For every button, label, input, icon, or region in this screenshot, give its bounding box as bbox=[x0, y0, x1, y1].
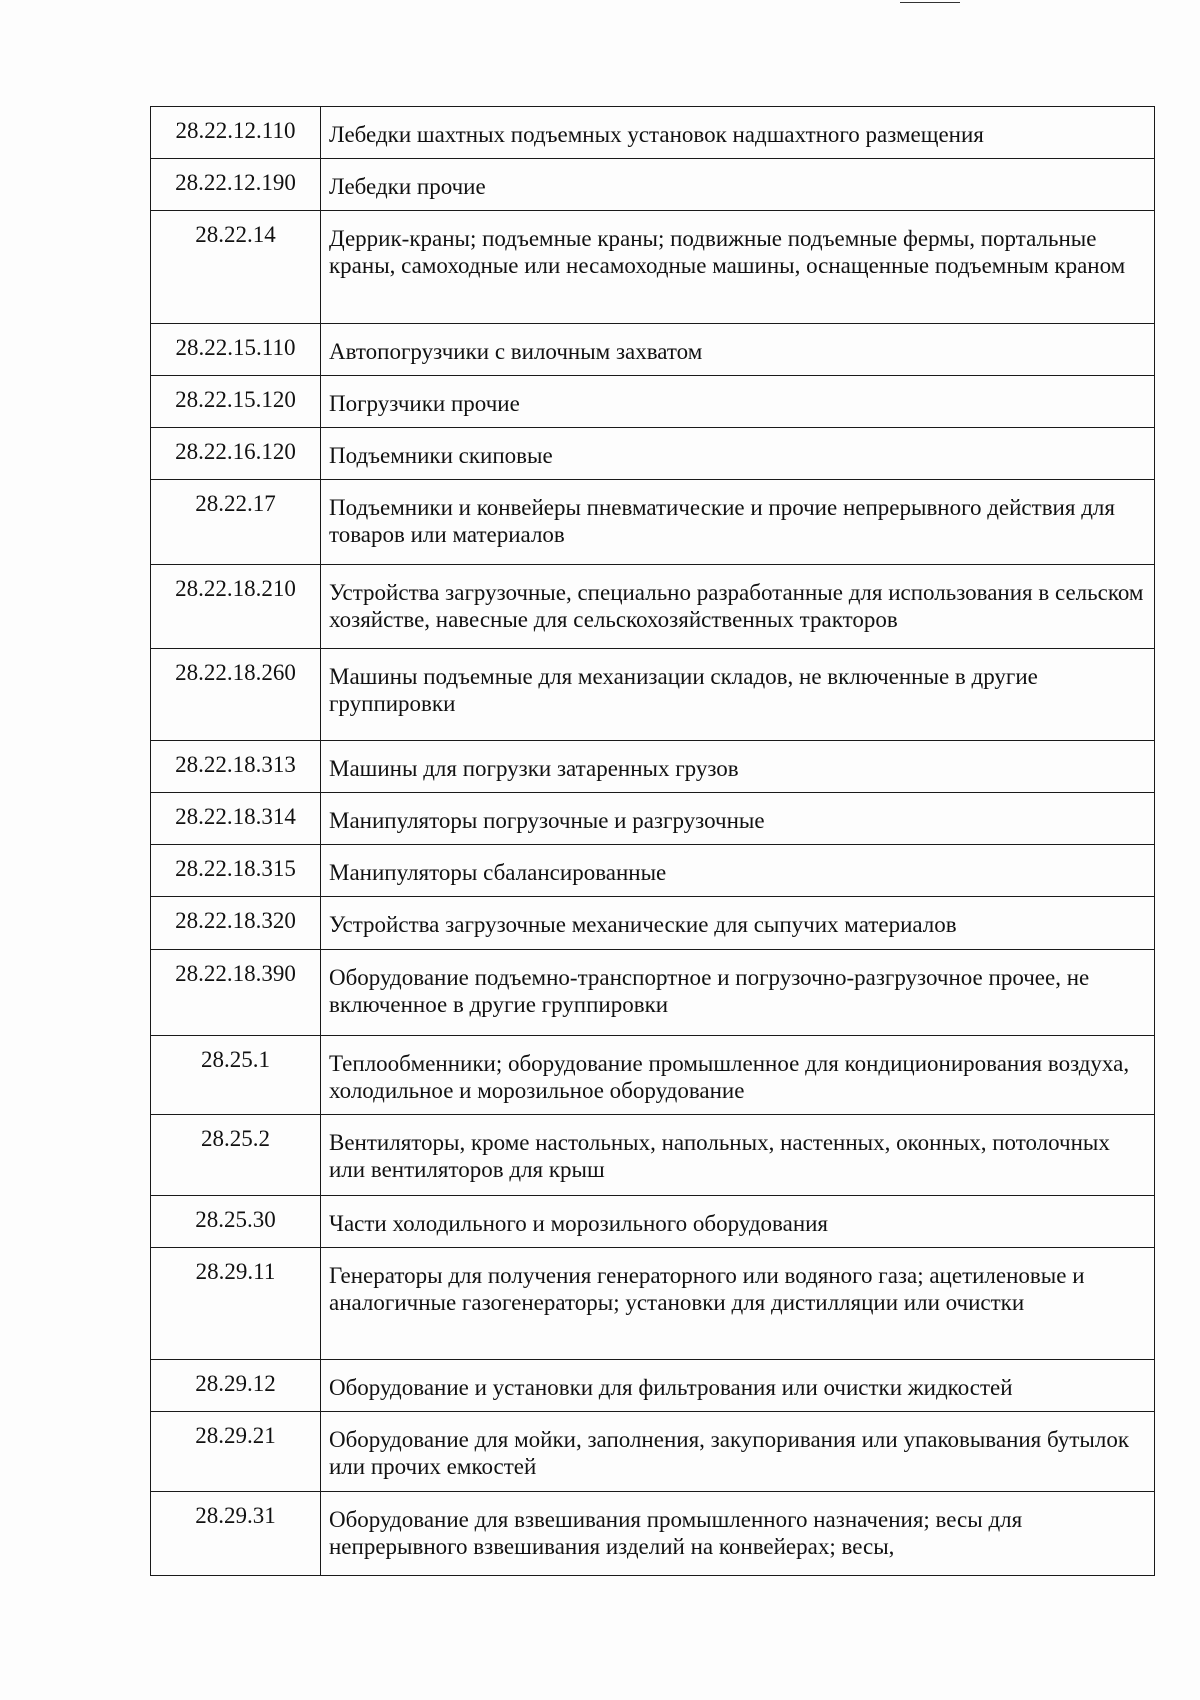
table-row bbox=[151, 649, 1155, 741]
row-description: Манипуляторы погрузочные и разгрузочные bbox=[321, 793, 1155, 845]
row-code: 28.22.18.210 bbox=[151, 565, 321, 649]
table-row bbox=[151, 211, 1155, 324]
row-code: 28.22.18.260 bbox=[151, 649, 321, 741]
row-code: 28.22.16.120 bbox=[151, 428, 321, 480]
table-row bbox=[151, 845, 1155, 897]
row-code: 28.22.15.120 bbox=[151, 376, 321, 428]
row-code: 28.22.12.110 bbox=[151, 107, 321, 159]
row-description: Манипуляторы сбалансированные bbox=[321, 845, 1155, 897]
row-description: Погрузчики прочие bbox=[321, 376, 1155, 428]
table-row bbox=[151, 1196, 1155, 1248]
table-row bbox=[151, 1412, 1155, 1492]
row-code: 28.29.12 bbox=[151, 1360, 321, 1412]
table-row bbox=[151, 159, 1155, 211]
row-description: Генераторы для получения генераторного или водяного газа; ацетиленовые и аналогичные газогенераторы; установки для дистилляции или очистки bbox=[321, 1248, 1155, 1360]
row-code: 28.25.2 bbox=[151, 1115, 321, 1196]
table-row bbox=[151, 741, 1155, 793]
row-description: Деррик-краны; подъемные краны; подвижные подъемные фермы, портальные краны, самоходные или несамоходные машины, оснащенные подъемным краном bbox=[321, 211, 1155, 324]
table-row bbox=[151, 428, 1155, 480]
row-code: 28.22.18.314 bbox=[151, 793, 321, 845]
row-code: 28.25.30 bbox=[151, 1196, 321, 1248]
row-code: 28.22.14 bbox=[151, 211, 321, 324]
row-description: Части холодильного и морозильного оборудования bbox=[321, 1196, 1155, 1248]
row-code: 28.22.17 bbox=[151, 480, 321, 565]
classification-table bbox=[150, 106, 1155, 1576]
row-description: Лебедки прочие bbox=[321, 159, 1155, 211]
table-row bbox=[151, 324, 1155, 376]
row-description: Подъемники скиповые bbox=[321, 428, 1155, 480]
table-row bbox=[151, 376, 1155, 428]
row-description: Устройства загрузочные механические для сыпучих материалов bbox=[321, 897, 1155, 950]
table-row bbox=[151, 1492, 1155, 1576]
row-description: Машины для погрузки затаренных грузов bbox=[321, 741, 1155, 793]
table-row bbox=[151, 565, 1155, 649]
row-description: Оборудование подъемно-транспортное и погрузочно-разгрузочное прочее, не включенное в другие группировки bbox=[321, 950, 1155, 1036]
row-code: 28.22.18.390 bbox=[151, 950, 321, 1036]
row-code: 28.29.31 bbox=[151, 1492, 321, 1576]
row-code: 28.22.18.313 bbox=[151, 741, 321, 793]
table-row bbox=[151, 950, 1155, 1036]
table-row bbox=[151, 897, 1155, 950]
table-row bbox=[151, 480, 1155, 565]
row-code: 28.25.1 bbox=[151, 1036, 321, 1115]
row-description: Оборудование для мойки, заполнения, закупоривания или упаковывания бутылок или прочих емкостей bbox=[321, 1412, 1155, 1492]
table-row bbox=[151, 107, 1155, 159]
row-code: 28.22.15.110 bbox=[151, 324, 321, 376]
row-description: Подъемники и конвейеры пневматические и прочие непрерывного действия для товаров или материалов bbox=[321, 480, 1155, 565]
row-code: 28.29.21 bbox=[151, 1412, 321, 1492]
table-row bbox=[151, 1248, 1155, 1360]
row-code: 28.29.11 bbox=[151, 1248, 321, 1360]
row-description: Теплообменники; оборудование промышленное для кондиционирования воздуха, холодильное и морозильное оборудование bbox=[321, 1036, 1155, 1115]
row-description: Машины подъемные для механизации складов, не включенные в другие группировки bbox=[321, 649, 1155, 741]
row-description: Оборудование для взвешивания промышленного назначения; весы для непрерывного взвешивания изделий на конвейерах; весы, bbox=[321, 1492, 1155, 1576]
row-description: Оборудование и установки для фильтрования или очистки жидкостей bbox=[321, 1360, 1155, 1412]
table-row bbox=[151, 1036, 1155, 1115]
row-code: 28.22.18.320 bbox=[151, 897, 321, 950]
row-description: Лебедки шахтных подъемных установок надшахтного размещения bbox=[321, 107, 1155, 159]
classification-table-body bbox=[151, 107, 1155, 1576]
row-description: Автопогрузчики с вилочным захватом bbox=[321, 324, 1155, 376]
row-description: Устройства загрузочные, специально разработанные для использования в сельском хозяйстве, навесные для сельскохозяйственных тракторов bbox=[321, 565, 1155, 649]
table-row bbox=[151, 1115, 1155, 1196]
table-row bbox=[151, 793, 1155, 845]
scan-artifact-mark bbox=[900, 2, 960, 3]
row-code: 28.22.12.190 bbox=[151, 159, 321, 211]
row-description: Вентиляторы, кроме настольных, напольных, настенных, оконных, потолочных или вентиляторов для крыш bbox=[321, 1115, 1155, 1196]
table-row bbox=[151, 1360, 1155, 1412]
row-code: 28.22.18.315 bbox=[151, 845, 321, 897]
